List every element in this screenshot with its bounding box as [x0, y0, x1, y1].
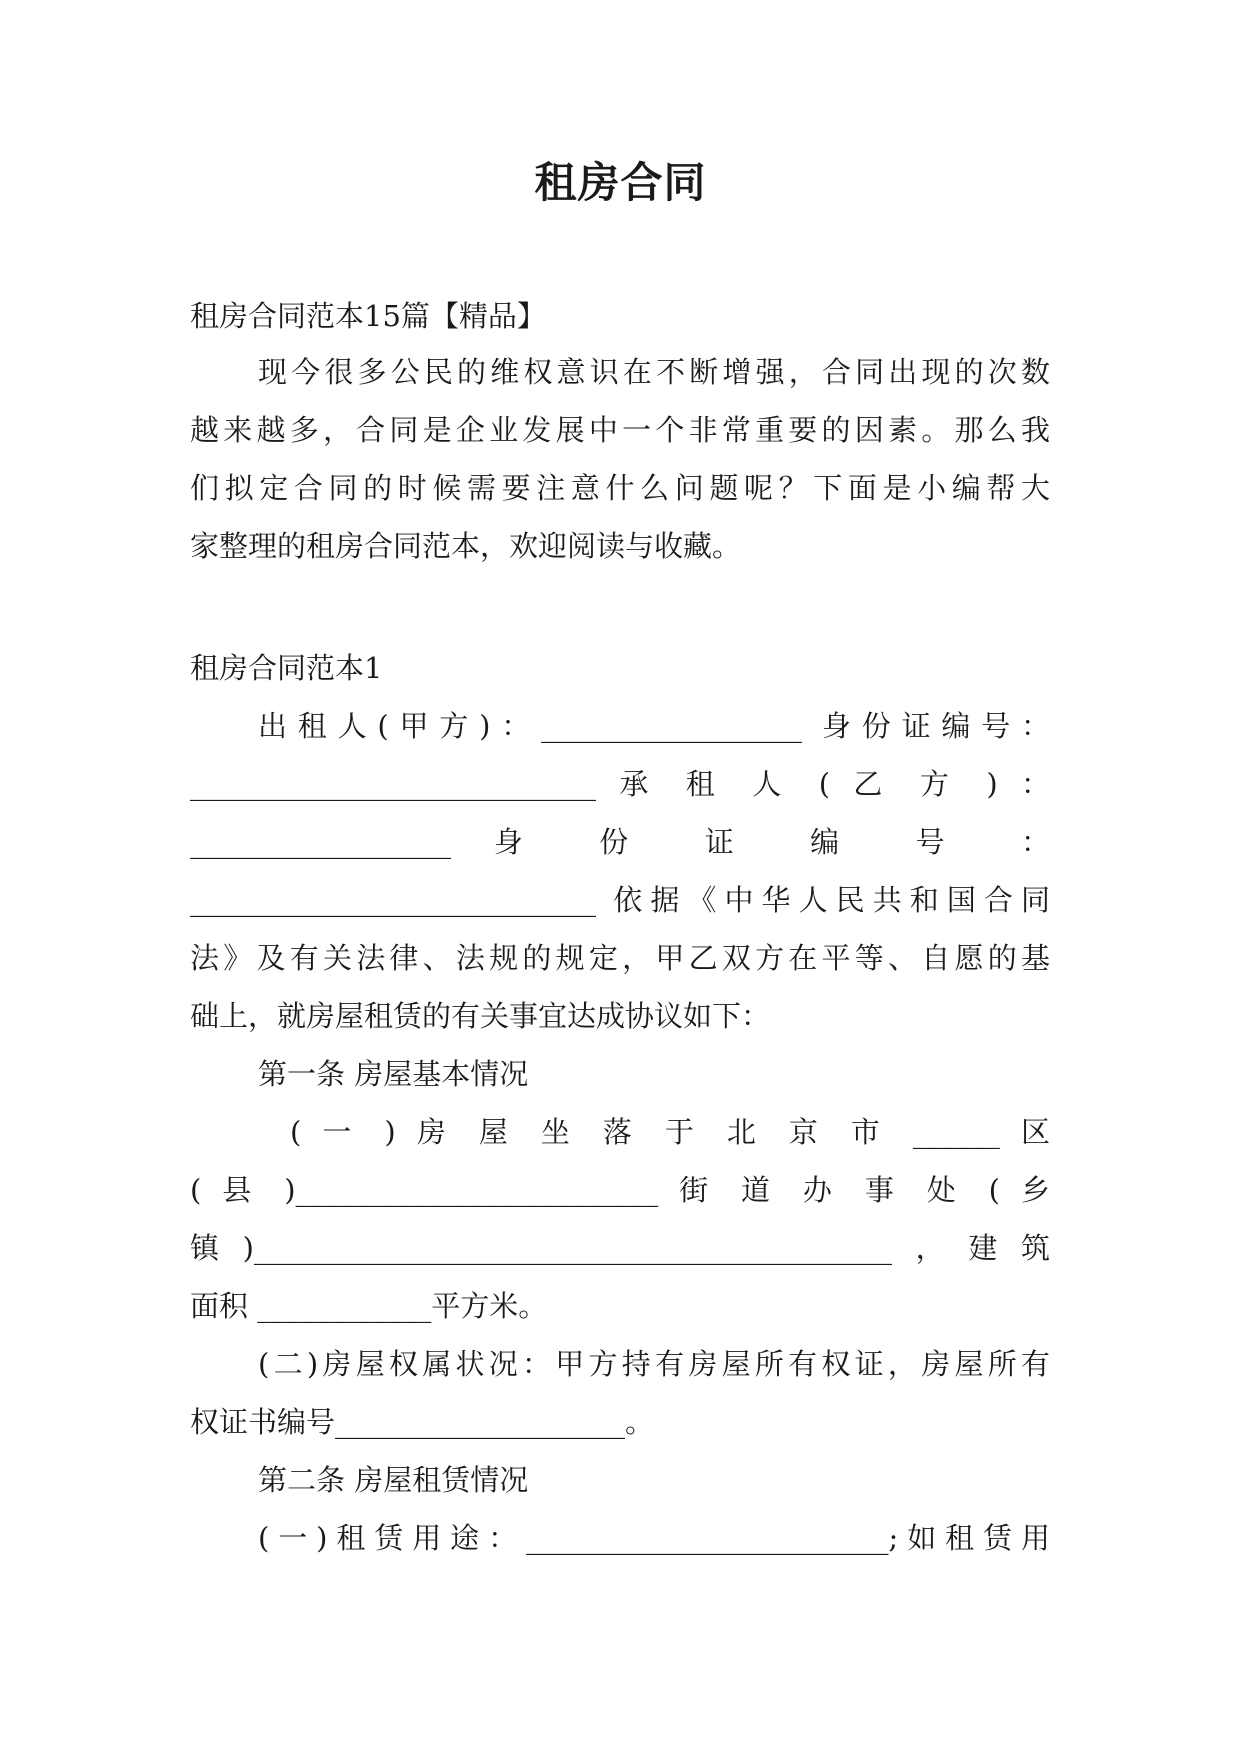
article-1-line-5: (二)房屋权属状况：甲方持有房屋所有权证，房屋所有: [258, 1347, 1050, 1381]
contract-line-5: 法》及有关法律、法规的规定，甲乙双方在平等、自愿的基: [190, 941, 1050, 975]
document-title: 租房合同: [534, 158, 707, 207]
section-heading: 租房合同范本1: [190, 651, 383, 685]
article-2-line-1: (一)租赁用途：_________________________;如租赁用: [258, 1521, 1050, 1555]
article-1-heading: 第一条 房屋基本情况: [258, 1057, 529, 1091]
article-1-line-4: 面积 ____________平方米。: [190, 1289, 548, 1323]
article-1-line-3: 镇)____________________________________________，建筑: [190, 1231, 1050, 1265]
contract-line-2: ____________________________ 承 租 人 ( 乙 方 ) ：: [190, 767, 1050, 801]
intro-line-2: 越来越多，合同是企业发展中一个非常重要的因素。那么我: [190, 413, 1050, 447]
contract-line-6: 础上，就房屋租赁的有关事宜达成协议如下：: [190, 999, 771, 1033]
article-1-line-2: ( 县 )_________________________ 街 道 办 事 处 ( 乡: [190, 1173, 1050, 1207]
article-1-line-6: 权证书编号____________________。: [190, 1405, 655, 1439]
contract-line-3: __________________ 身 份 证 编 号 ：: [190, 825, 1050, 859]
article-2-heading: 第二条 房屋租赁情况: [258, 1463, 529, 1497]
intro-line-1: 现今很多公民的维权意识在不断增强，合同出现的次数: [258, 355, 1050, 389]
contract-line-4: ____________________________ 依据《中华人民共和国合同: [190, 883, 1050, 917]
subtitle-line: 租房合同范本15篇【精品】: [190, 299, 546, 333]
intro-line-4: 家整理的租房合同范本，欢迎阅读与收藏。: [190, 529, 742, 563]
intro-line-3: 们拟定合同的时候需要注意什么问题呢？下面是小编帮大: [190, 471, 1050, 505]
contract-line-1: 出租人(甲方)：__________________ 身份证编号：: [258, 709, 1050, 743]
article-1-line-1: ( 一 ) 房 屋 坐 落 于 北 京 市 ______ 区: [290, 1115, 1050, 1149]
